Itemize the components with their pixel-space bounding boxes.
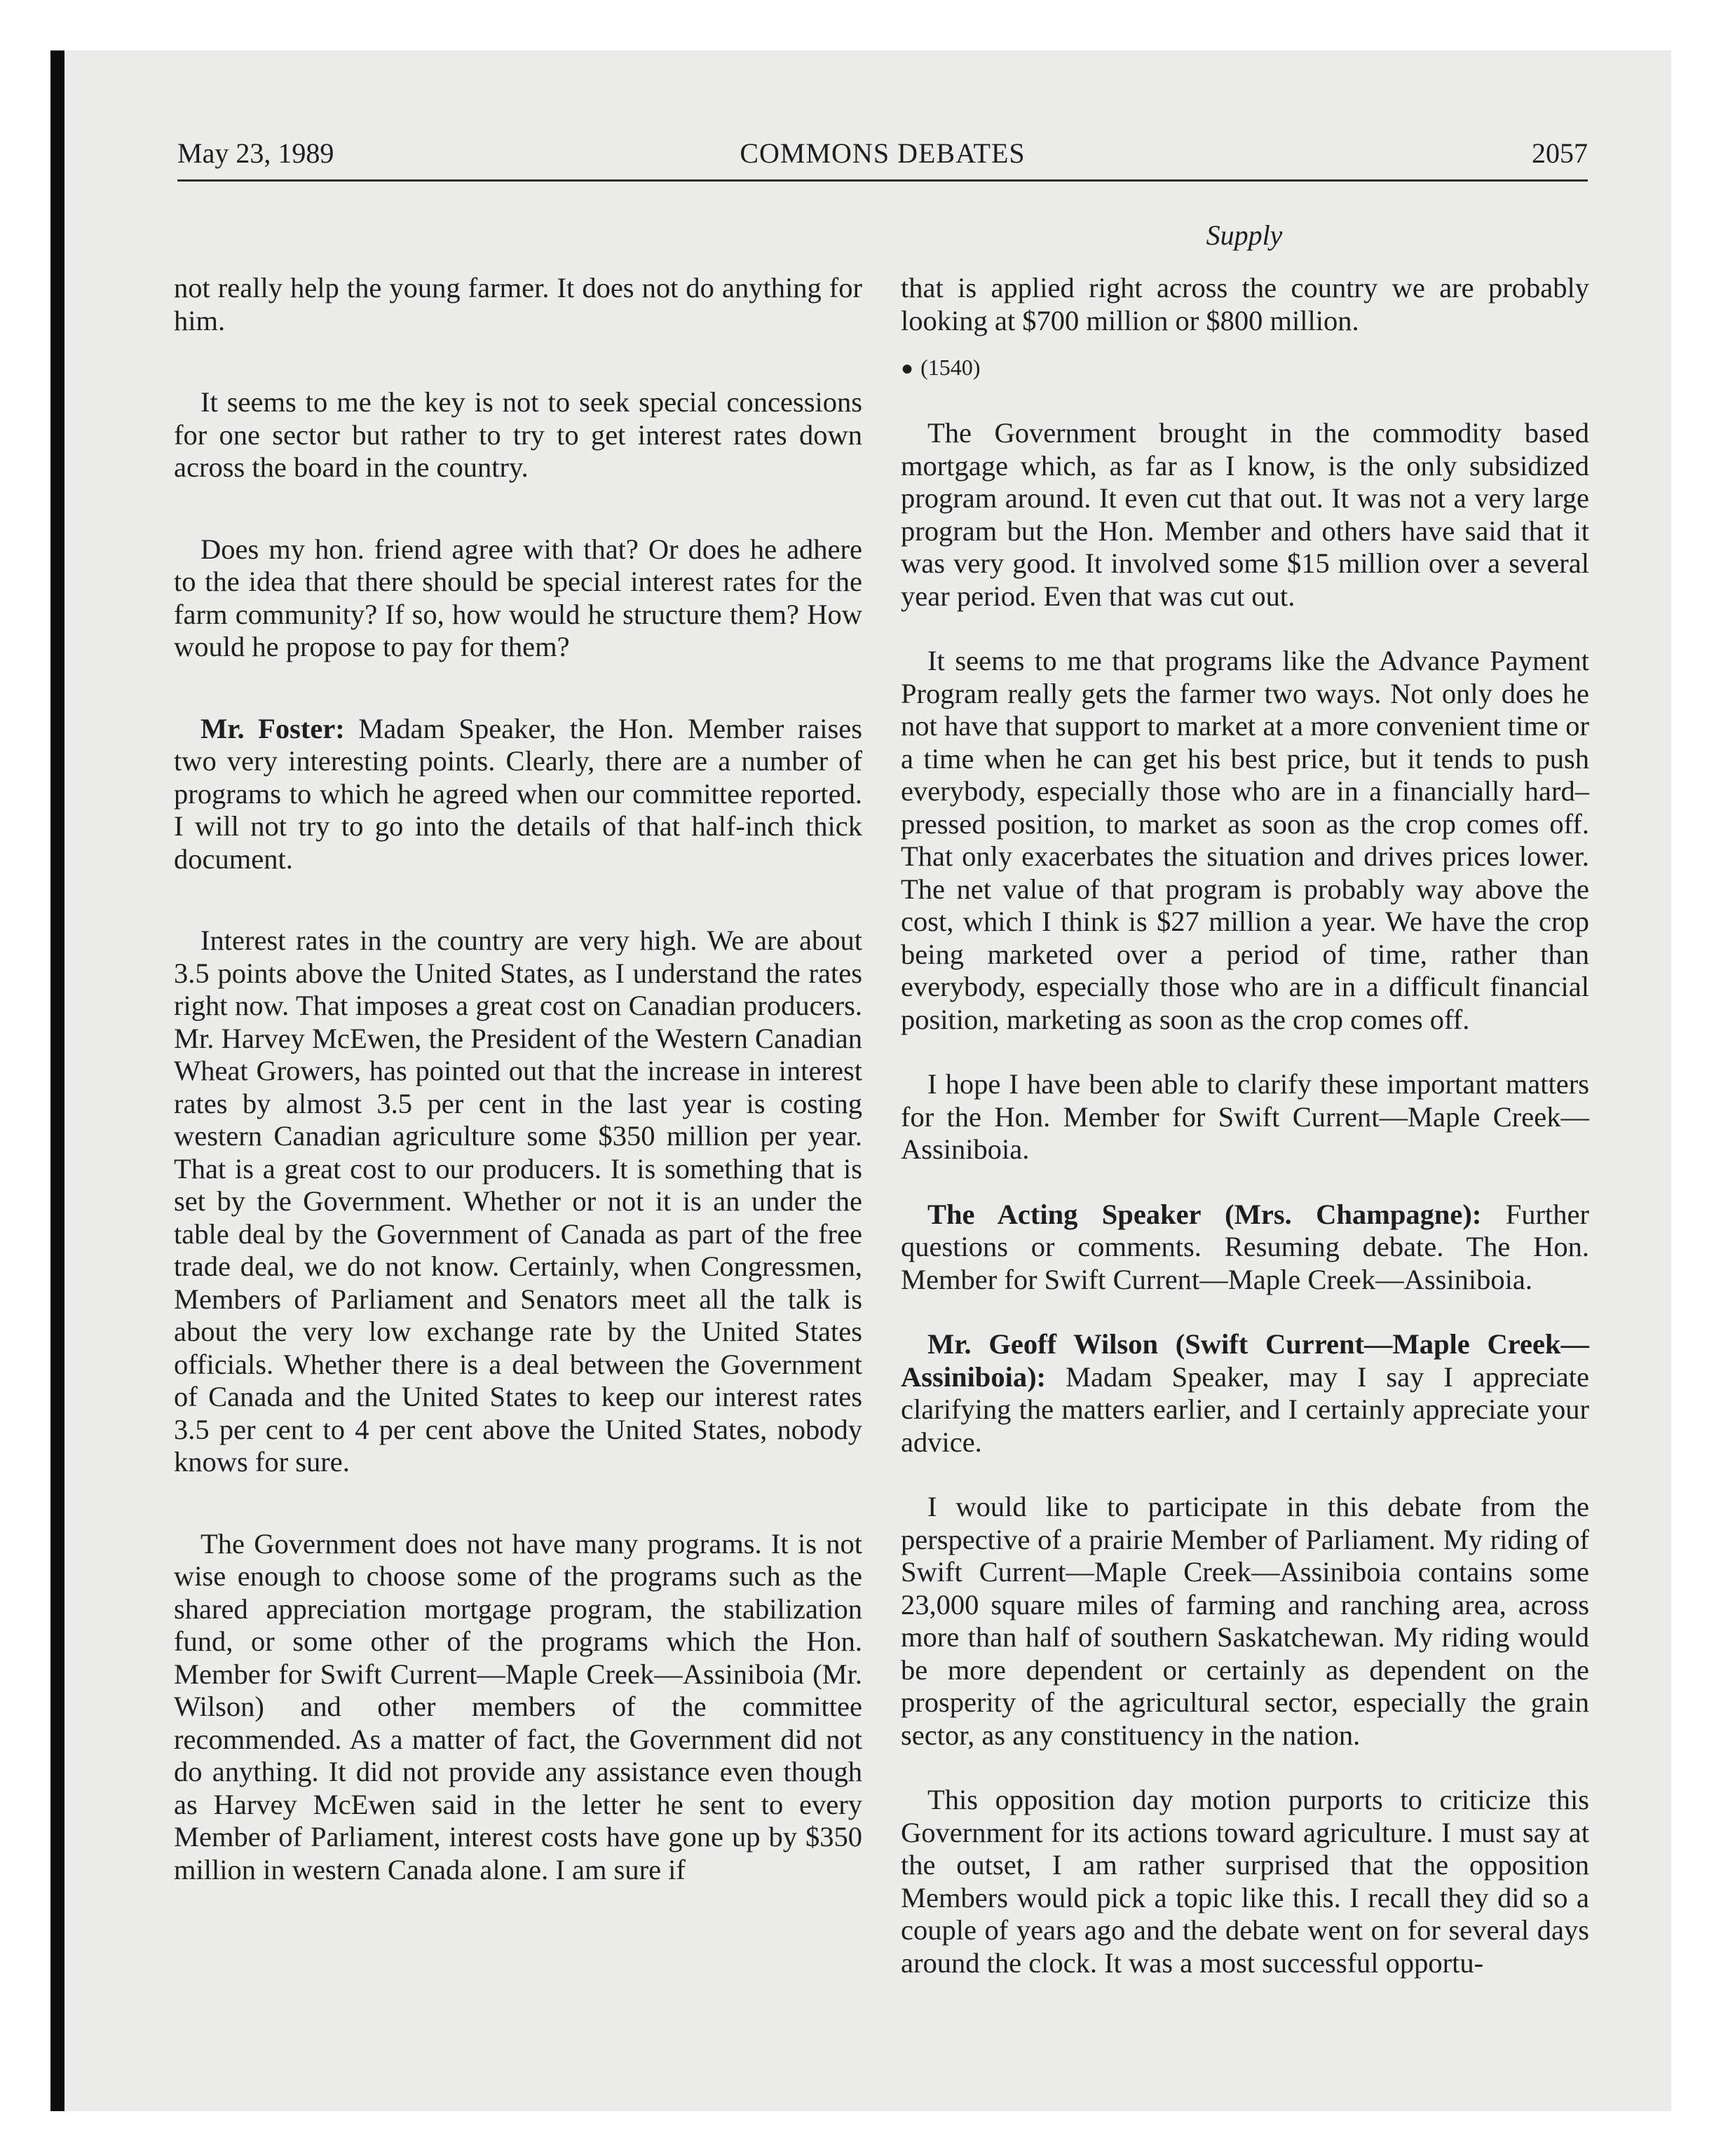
paragraph: The Government does not have many programs. It is not wise enough to choose some of the programs such as the shared appreciation mortgage program, the stabilization fund, or some other of the programs which the Hon. Member for Swift Current—Maple Creek—Assiniboia (Mr. Wilson) and other members of the committee recommended. As a matter of fact, the Government did not do anything. It did not provide any assistance even though as Harvey McEwen said in the letter he sent to every Member of Parliament, interest costs have gone up by $350 million in western Canada alone. I am sure if [174,1527,862,1885]
paragraph [901,1199,1589,1297]
paragraph: It seems to me the key is not to seek special concessions for one sector but rather to try to get interest rates down across the board in the country. [174,386,862,483]
header-publication: COMMONS DEBATES [740,137,1026,169]
speech-text: Madam Speaker, may I say I appreciate clarifying the matters earlier, and I certainly appreciate your advice. [901,1360,1589,1458]
paragraph: I would like to participate in this debate from the perspective of a prairie Member of Parliament. My riding of Swift Current—Maple Creek—Assiniboia contains some 23,000 square miles of farming and ranching area, across more than half of southern Saskatchewan. My riding would be more dependent or certainly as dependent on the prosperity of the agricultural sector, especially the grain sector, as any constituency in the nation. [901,1491,1589,1751]
speaker-name: Mr. Foster: [200,712,345,744]
bullet-icon: ● [901,357,914,380]
paragraph: The Government brought in the commodity based mortgage which, as far as I know, is the only subsidized program around. It even cut that out. It was not a very large program but the Hon. Member and others have said that it was very good. It involved some $15 million over a several year period. Even that was cut out. [901,417,1589,612]
speech-text: Madam Speaker, the Hon. Member raises two very interesting points. Clearly, there are a number of programs to which he agreed when our committee reported. I will not try to go into the details of that half-inch thick document. [174,712,862,875]
left-column [174,272,862,1886]
paragraph [901,1328,1589,1459]
paragraph [174,713,862,876]
paragraph: Does my hon. friend agree with that? Or does he adhere to the idea that there should be special interest rates for the farm community? If so, how would he structure them? How would he propose to pay for them? [174,533,862,662]
timestamp [901,351,1589,385]
speaker-name: Mr. Geoff Wilson (Swift Current—Maple Creek—Assiniboia): [901,1328,1589,1393]
page-header [177,137,1588,179]
header-page-number: 2057 [1532,137,1588,169]
header-rule [177,179,1588,182]
header-date: May 23, 1989 [177,137,334,169]
speech-text: Further questions or comments. Resuming debate. The Hon. Member for Swift Current—Maple Creek—Assiniboia. [901,1198,1589,1295]
paragraph: This opposition day motion purports to criticize this Government for its actions toward agriculture. I must say at the outset, I am rather surprised that the opposition Members would pick a topic like this. I recall they did so a couple of years ago and the debate went on for several days around the clock. It was a most successful opportu- [901,1784,1589,1979]
paragraph: Interest rates in the country are very high. We are about 3.5 points above the United States, as I understand the rates right now. That imposes a great cost on Canadian producers. Mr. Harvey McEwen, the President of the Western Canadian Wheat Growers, has pointed out that the increase in interest rates by almost 3.5 per cent in the last year is costing western Canadian agriculture some $350 million per year. That is a great cost to our producers. It is something that is set by the Government. Whether or not it is an under the table deal by the Government of Canada as part of the free trade deal, we do not know. Certainly, when Congressmen, Members of Parliament and Senators meet all the talk is about the very low exchange rate by the United States officials. Whether there is a deal between the Government of Canada and the United States to keep our interest rates 3.5 per cent to 4 per cent above the United States, nobody knows for sure. [174,925,862,1478]
paragraph: not really help the young farmer. It does not do anything for him. [174,272,862,336]
timestamp-text: (1540) [920,355,981,380]
scan-edge [50,50,64,2111]
paragraph: It seems to me that programs like the Advance Payment Program really gets the farmer two ways. Not only does he not have that support to market at a more convenient time or a time when he can get his best price, but it tends to push everybody, especially those who are in a financially hard–pressed position, to market as soon as the crop comes off. That only exacerbates the situation and drives prices lower. The net value of that program is probably way above the cost, which I think is $27 million a year. We have the crop being marketed over a period of time, rather than everybody, especially those who are in a difficult financial position, marketing as soon as the crop comes off. [901,645,1589,1035]
paragraph: that is applied right across the country we are probably looking at $700 million or $800 million. [901,272,1589,336]
paragraph: I hope I have been able to clarify these important matters for the Hon. Member for Swift Current—Maple Creek—Assiniboia. [901,1068,1589,1165]
speaker-name: The Acting Speaker (Mrs. Champagne): [927,1198,1482,1230]
right-column [901,272,1589,1979]
section-label: Supply [1206,219,1283,251]
